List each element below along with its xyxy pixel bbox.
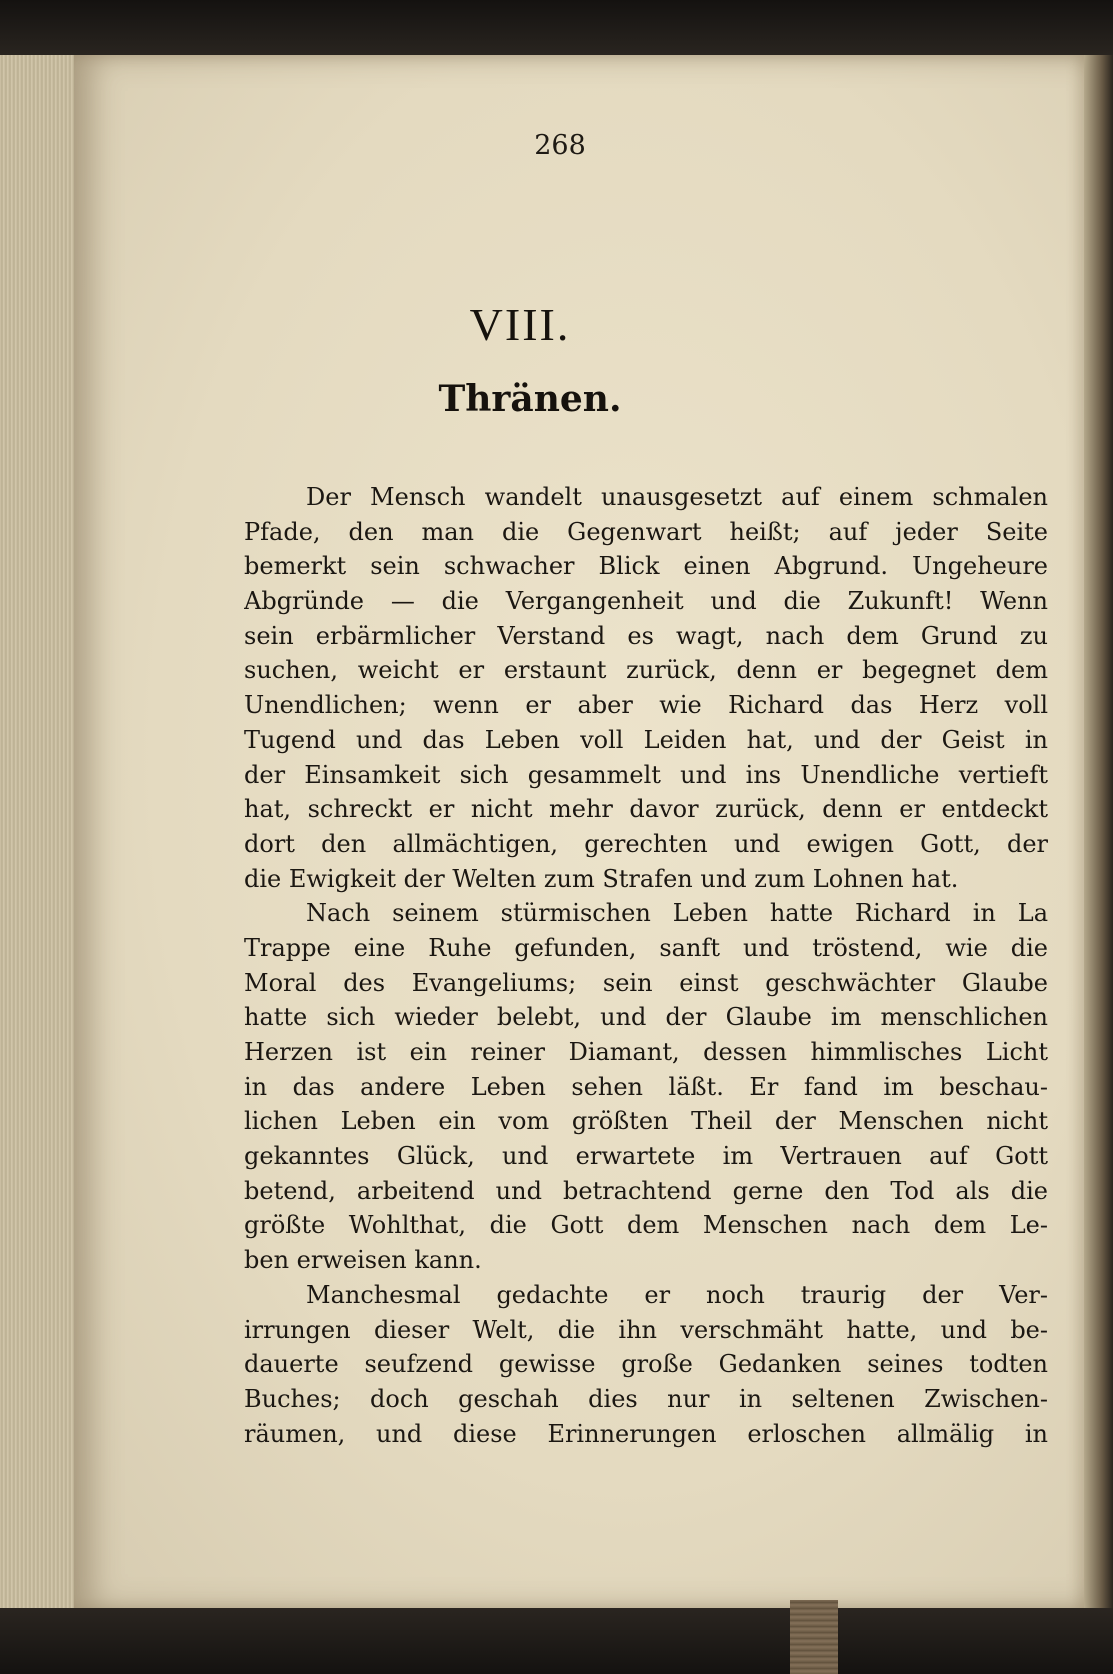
chapter-title: Thränen. [438, 378, 622, 420]
text-line: Herzen ist ein reiner Diamant, dessen himmlisches Licht [244, 1038, 1048, 1066]
text-line: Moral des Evangeliums; sein einst geschwächter Glaube [244, 968, 1048, 997]
text-line: hatte sich wieder belebt, und der Glaube im menschlichen [244, 1003, 1048, 1032]
text-line: hat, schreckt er nicht mehr davor zurück, denn er entdeckt [244, 795, 1048, 824]
page-number: 268 [534, 130, 586, 161]
text-line: bemerkt sein schwacher Blick einen Abgrund. Ungeheure [244, 552, 1048, 581]
text-line: dauerte seufzend gewisse große Gedanken seines todten [244, 1350, 1048, 1379]
text-line: Nach seinem stürmischen Leben hatte Richard in La [306, 899, 1048, 928]
text-line: suchen, weicht er erstaunt zurück, denn er begegnet dem [244, 656, 1048, 685]
text-line: Pfade, den man die Gegenwart heißt; auf jeder Seite [244, 517, 1048, 546]
bookmark-ribbon [790, 1600, 838, 1674]
book-cover-bottom [0, 1608, 1113, 1674]
text-line: die Ewigkeit der Welten zum Strafen und zum Lohnen hat. [244, 864, 959, 893]
chapter-number: VIII. [469, 299, 571, 350]
text-line: ben erweisen kann. [244, 1246, 482, 1275]
text-line: irrungen dieser Welt, die ihn verschmäht hatte, und be- [244, 1315, 1048, 1344]
text-line: gekanntes Glück, und erwartete im Vertrauen auf Gott [244, 1142, 1048, 1171]
text-line: in das andere Leben sehen läßt. Er fand im beschau- [244, 1072, 1048, 1101]
text-line: Tugend und das Leben voll Leiden hat, und der Geist in [244, 725, 1048, 754]
page-stack-edge [0, 55, 77, 1610]
text-line: Buches; doch geschah dies nur in seltenen Zwischen- [244, 1384, 1048, 1413]
text-line: Trappe eine Ruhe gefunden, sanft und tröstend, wie die [244, 933, 1048, 962]
text-line: der Einsamkeit sich gesammelt und ins Unendliche vertieft [244, 760, 1048, 789]
text-line: sein erbärmlicher Verstand es wagt, nach dem Grund zu [244, 621, 1048, 650]
text-line: Unendlichen; wenn er aber wie Richard das Herz voll [244, 691, 1048, 720]
text-line: Der Mensch wandelt unausgesetzt auf einem schmalen [306, 483, 1048, 511]
book-cover-top [0, 0, 1113, 58]
text-line: Manchesmal gedachte er noch traurig der Ver- [306, 1280, 1048, 1309]
text-line: größte Wohlthat, die Gott dem Menschen nach dem Le- [244, 1211, 1048, 1240]
text-line: lichen Leben ein vom größten Theil der Menschen nicht [244, 1107, 1048, 1136]
book-right-edge [1084, 55, 1113, 1610]
text-line: dort den allmächtigen, gerechten und ewigen Gott, der [244, 829, 1048, 858]
body-text [244, 480, 1048, 1451]
text-line: räumen, und diese Erinnerungen erloschen allmälig in [244, 1419, 1048, 1448]
text-line: betend, arbeitend und betrachtend gerne den Tod als die [244, 1176, 1048, 1205]
text-line: Abgründe — die Vergangenheit und die Zukunft! Wenn [244, 587, 1048, 616]
